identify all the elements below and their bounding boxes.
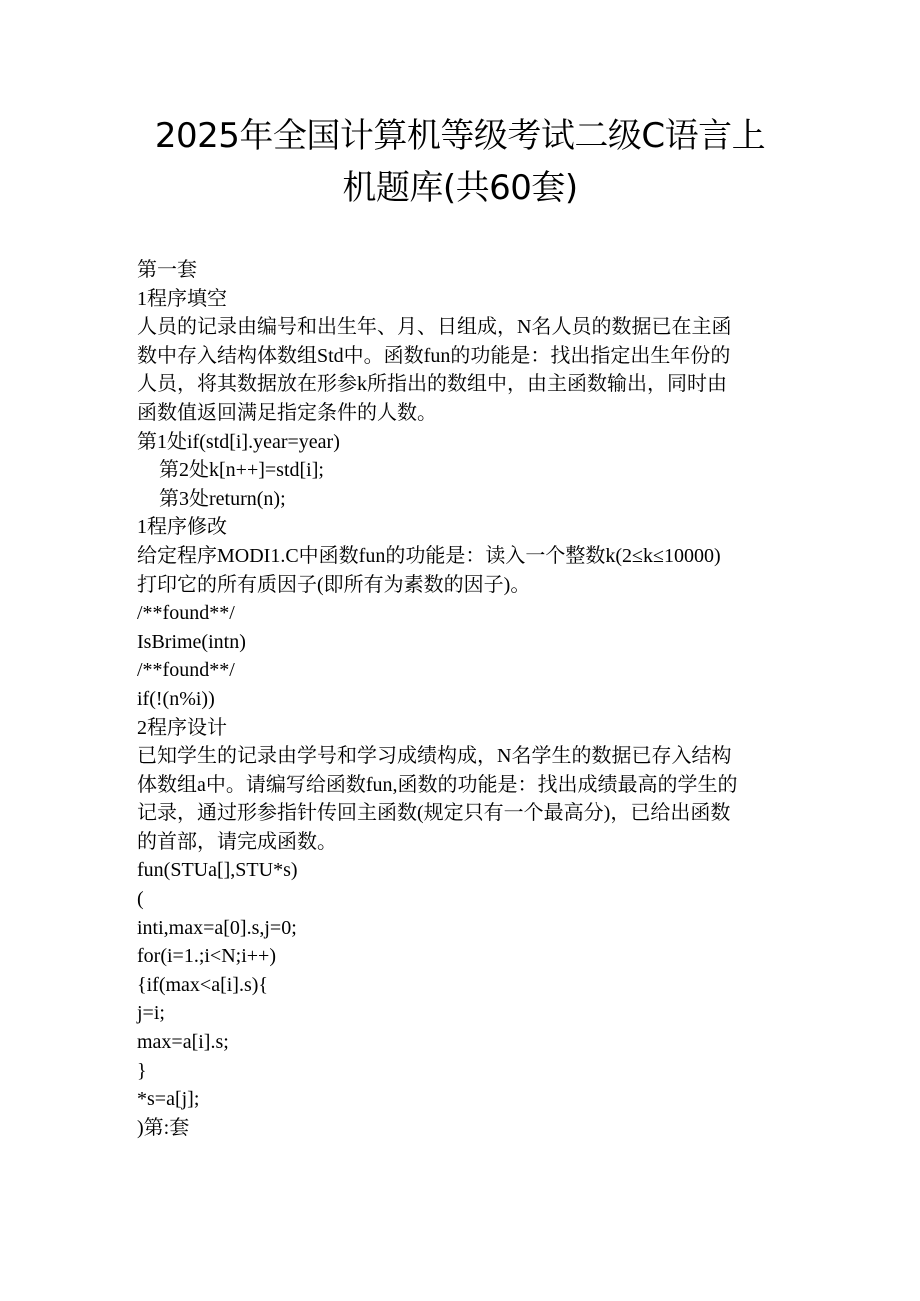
subsection-heading: 1程序填空: [137, 287, 227, 310]
code-line: (: [137, 888, 144, 911]
title-line-2: 机题库(共60套): [342, 168, 578, 208]
subsection-heading: 1程序修改: [137, 516, 227, 539]
code-line: inti,max=a[0].s,j=0;: [137, 916, 297, 939]
section-heading: )第:套: [137, 1116, 190, 1139]
document-title: [0, 110, 920, 214]
paragraph-line: 人员的记录由编号和出生年、月、日组成，N名人员的数据已在主函: [137, 316, 732, 339]
paragraph-line: 人员，将其数据放在形参k所指出的数组中，由主函数输出，同时由: [137, 373, 727, 396]
code-line: {if(max<a[i].s){: [137, 973, 268, 996]
paragraph-line: 数中存入结构体数组Std中。函数fun的功能是：找出指定出生年份的: [137, 344, 731, 367]
answer-line: 第3处return(n);: [159, 487, 286, 510]
code-line: /**found**/: [137, 602, 235, 625]
code-line: fun(STUa[],STU*s): [137, 859, 298, 882]
paragraph-line: 体数组a中。请编写给函数fun,函数的功能是：找出成绩最高的学生的: [137, 773, 738, 796]
code-line: IsBrime(intn): [137, 630, 246, 653]
code-line: for(i=1.;i<N;i++): [137, 945, 276, 968]
code-line: }: [137, 1059, 147, 1082]
paragraph-line: 打印它的所有质因子(即所有为素数的因子)。: [137, 573, 531, 596]
paragraph-line: 函数值返回满足指定条件的人数。: [137, 401, 437, 424]
code-line: /**found**/: [137, 659, 235, 682]
code-line: if(!(n%i)): [137, 687, 215, 710]
code-line: j=i;: [137, 1002, 165, 1025]
code-line: max=a[i].s;: [137, 1031, 229, 1054]
subsection-heading: 2程序设计: [137, 716, 227, 739]
paragraph-line: 给定程序MODI1.C中函数fun的功能是：读入一个整数k(2≤k≤10000): [137, 544, 721, 567]
paragraph-line: 的首部，请完成函数。: [137, 830, 337, 853]
paragraph-line: 记录，通过形参指针传回主函数(规定只有一个最高分)，已给出函数: [137, 802, 731, 825]
document-body: [137, 256, 787, 1142]
section-heading: 第一套: [137, 259, 197, 281]
code-line: *s=a[j];: [137, 1088, 200, 1111]
paragraph-line: 已知学生的记录由学号和学习成绩构成，N名学生的数据已存入结构: [137, 745, 732, 768]
answer-line: 第2处k[n++]=std[i];: [159, 459, 324, 482]
answer-line: 第1处if(std[i].year=year): [137, 430, 340, 453]
title-line-1: 2025年全国计算机等级考试二级C语言上: [154, 116, 766, 156]
